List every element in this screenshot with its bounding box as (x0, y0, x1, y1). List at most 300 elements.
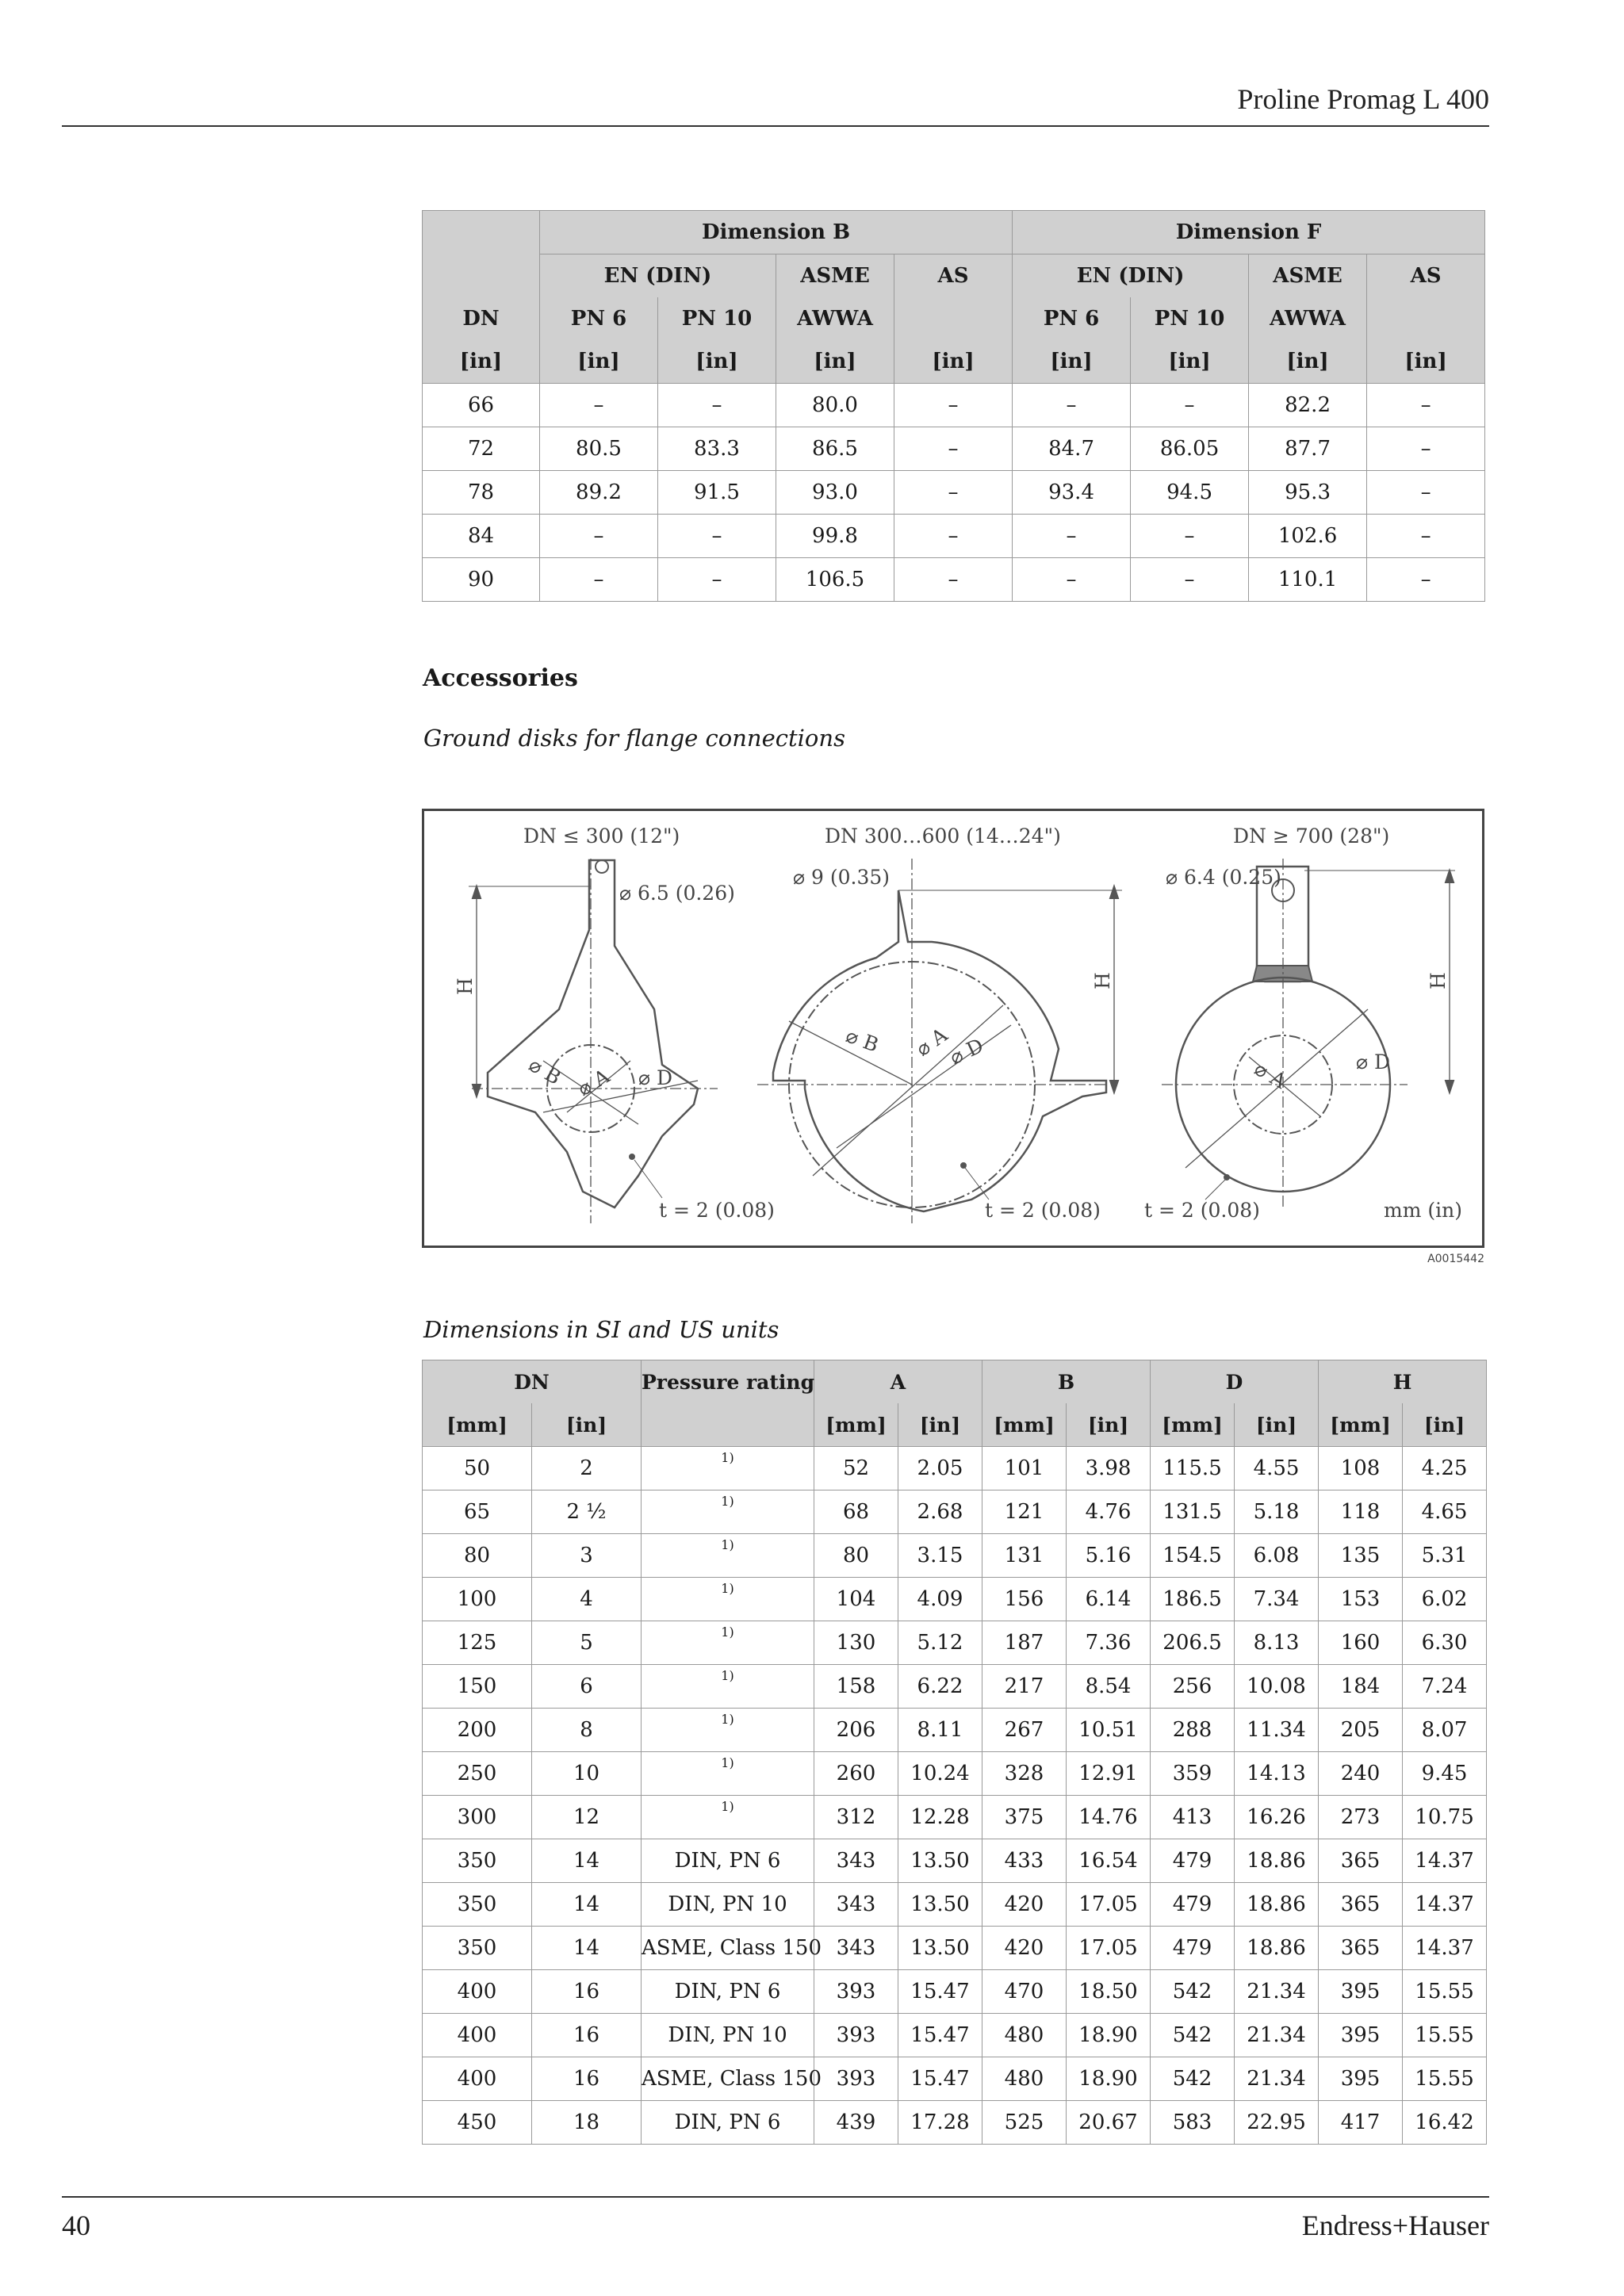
table-cell: 7.24 (1403, 1665, 1487, 1709)
table-cell: 400 (423, 2057, 532, 2101)
table-cell: 479 (1151, 1883, 1235, 1927)
table-cell: 16 (532, 2057, 642, 2101)
disk3-a-label: ⌀ A (1251, 1057, 1291, 1093)
table-cell: 350 (423, 1839, 532, 1883)
table-cell: 206.5 (1151, 1621, 1235, 1665)
table-cell: 4.65 (1403, 1490, 1487, 1534)
table-cell: – (894, 558, 1013, 602)
table-cell (642, 1447, 814, 1490)
disk1-a-label: ⌀ A (573, 1064, 614, 1101)
page-number: 40 (62, 2210, 90, 2241)
column-header-empty (894, 297, 1013, 340)
unit-header: [in] (532, 1403, 642, 1447)
column-header: PN 6 (1013, 297, 1131, 340)
table-cell: 4 (532, 1578, 642, 1621)
table-cell: 80.0 (776, 384, 894, 427)
table-cell: 4.76 (1067, 1490, 1151, 1534)
table-cell: 542 (1151, 2014, 1235, 2057)
table-cell: 15.55 (1403, 1970, 1487, 2014)
unit-header: [mm] (1151, 1403, 1235, 1447)
table-row (423, 1578, 1487, 1621)
table-cell: 21.34 (1235, 2014, 1319, 2057)
disk2-h-label: H (1091, 972, 1114, 989)
table-cell: 2.68 (898, 1490, 982, 1534)
table-cell: 393 (814, 2014, 898, 2057)
column-header: PN 6 (540, 297, 658, 340)
table-row (423, 1447, 1487, 1490)
table-cell: – (540, 384, 658, 427)
table-cell: 21.34 (1235, 2057, 1319, 2101)
unit-header: [in] (776, 340, 894, 384)
table-row (423, 1534, 1487, 1578)
table-cell: – (1367, 384, 1485, 427)
table-cell: 9.45 (1403, 1752, 1487, 1796)
ground-disk-large-shape (1162, 859, 1455, 1207)
table-cell: 6.02 (1403, 1578, 1487, 1621)
table-row (423, 384, 1485, 427)
table-cell: 480 (982, 2014, 1067, 2057)
table-caption: Dimensions in SI and US units (423, 1316, 779, 1343)
disk1-hole-label: ⌀ 6.5 (0.26) (619, 882, 735, 905)
table-cell: 154.5 (1151, 1534, 1235, 1578)
table-cell: – (894, 384, 1013, 427)
table-cell: DIN, PN 6 (642, 1839, 814, 1883)
column-header-empty (1367, 297, 1485, 340)
column-header-dn: DN (423, 297, 540, 340)
table-cell: 14.37 (1403, 1883, 1487, 1927)
table-cell: ASME, Class 150 (642, 1927, 814, 1970)
table-cell: 13.50 (898, 1839, 982, 1883)
table-row (423, 1970, 1487, 2014)
table-cell: – (1367, 471, 1485, 515)
table-cell: 3 (532, 1534, 642, 1578)
table-cell: 8 (532, 1709, 642, 1752)
table-cell: 260 (814, 1752, 898, 1796)
column-header: AWWA (1249, 297, 1367, 340)
table-cell: 273 (1319, 1796, 1403, 1839)
table-cell: 16.42 (1403, 2101, 1487, 2145)
table-cell: 365 (1319, 1927, 1403, 1970)
table-cell: 15.47 (898, 1970, 982, 2014)
table-cell: 131.5 (1151, 1490, 1235, 1534)
table-cell: 479 (1151, 1839, 1235, 1883)
unit-header: [mm] (423, 1403, 532, 1447)
table-cell: 110.1 (1249, 558, 1367, 602)
ground-disk-dimensions-table (422, 1360, 1487, 2145)
table-cell: 450 (423, 2101, 532, 2145)
table-row (423, 1752, 1487, 1796)
disk1-d-label: ⌀ D (638, 1066, 673, 1089)
table-cell: 66 (423, 384, 540, 427)
table-cell: 542 (1151, 1970, 1235, 2014)
table-cell: 4.09 (898, 1578, 982, 1621)
table-cell: 288 (1151, 1709, 1235, 1752)
table-cell: 4.55 (1235, 1447, 1319, 1490)
table-cell: 15.47 (898, 2057, 982, 2101)
table-cell: 93.0 (776, 471, 894, 515)
column-header: AWWA (776, 297, 894, 340)
table-cell (642, 1709, 814, 1752)
table-cell: 18.86 (1235, 1839, 1319, 1883)
table-cell: 10.75 (1403, 1796, 1487, 1839)
table-cell: 6.14 (1067, 1578, 1151, 1621)
table-cell: 7.36 (1067, 1621, 1151, 1665)
table-cell: 2 (532, 1447, 642, 1490)
table-cell: 78 (423, 471, 540, 515)
table-cell: 84 (423, 515, 540, 558)
table-row (423, 1839, 1487, 1883)
section-heading-accessories: Accessories (423, 664, 578, 692)
table-cell: – (658, 384, 776, 427)
table-cell: 2 ½ (532, 1490, 642, 1534)
table-cell: 17.05 (1067, 1927, 1151, 1970)
table-cell: 17.05 (1067, 1883, 1151, 1927)
footnote-marker: 1) (721, 1624, 734, 1640)
table-cell: 343 (814, 1927, 898, 1970)
table-cell: 433 (982, 1839, 1067, 1883)
table-cell: 393 (814, 1970, 898, 2014)
unit-header: [in] (423, 340, 540, 384)
table-row (423, 471, 1485, 515)
table-cell: – (1131, 515, 1249, 558)
table-cell: 89.2 (540, 471, 658, 515)
column-header-dn: DN (423, 1360, 642, 1404)
unit-header: [mm] (982, 1403, 1067, 1447)
table-cell: 14.76 (1067, 1796, 1151, 1839)
unit-header-empty (642, 1403, 814, 1447)
standard-header: AS (894, 254, 1013, 298)
unit-header: [in] (540, 340, 658, 384)
table-cell: 11.34 (1235, 1709, 1319, 1752)
table-cell: DIN, PN 10 (642, 2014, 814, 2057)
table-cell: 10 (532, 1752, 642, 1796)
table-cell: 205 (1319, 1709, 1403, 1752)
table-cell: – (1131, 384, 1249, 427)
column-header-pressure-rating: Pressure rating (642, 1360, 814, 1404)
table-cell: 106.5 (776, 558, 894, 602)
table-cell: 350 (423, 1927, 532, 1970)
table-cell: 417 (1319, 2101, 1403, 2145)
table-cell (642, 1665, 814, 1709)
table-cell: – (1367, 515, 1485, 558)
table-cell: 250 (423, 1752, 532, 1796)
table-cell: 267 (982, 1709, 1067, 1752)
table-cell: 108 (1319, 1447, 1403, 1490)
running-header-title: Proline Promag L 400 (1237, 83, 1489, 115)
table-cell (642, 1490, 814, 1534)
table-cell: 470 (982, 1970, 1067, 2014)
table-cell: 158 (814, 1665, 898, 1709)
table-row (423, 2101, 1487, 2145)
table-cell: 8.11 (898, 1709, 982, 1752)
table-cell (642, 1621, 814, 1665)
column-header: PN 10 (658, 297, 776, 340)
table-cell: 115.5 (1151, 1447, 1235, 1490)
table-cell: 86.05 (1131, 427, 1249, 471)
table-cell: 343 (814, 1839, 898, 1883)
standard-header: AS (1367, 254, 1485, 298)
table-cell: – (1367, 427, 1485, 471)
table-cell: 100 (423, 1578, 532, 1621)
table-cell: DIN, PN 6 (642, 2101, 814, 2145)
table-cell: 18 (532, 2101, 642, 2145)
table-row (423, 1490, 1487, 1534)
footer-rule (62, 2196, 1489, 2198)
disk1-h-label: H (454, 978, 477, 995)
footnote-marker: 1) (721, 1450, 734, 1465)
disk1-thickness-label: t = 2 (0.08) (659, 1199, 775, 1222)
table-cell: 156 (982, 1578, 1067, 1621)
standard-header: EN (DIN) (540, 254, 776, 298)
table-cell: 50 (423, 1447, 532, 1490)
table-cell: 542 (1151, 2057, 1235, 2101)
disk2-b-label: ⌀ B (842, 1024, 882, 1057)
table-cell: 86.5 (776, 427, 894, 471)
table-cell: 130 (814, 1621, 898, 1665)
disk3-thickness-label: t = 2 (0.08) (1144, 1199, 1260, 1222)
unit-header: [in] (1235, 1403, 1319, 1447)
table-cell: 240 (1319, 1752, 1403, 1796)
table-cell: 18.90 (1067, 2057, 1151, 2101)
column-header-d: D (1151, 1360, 1319, 1404)
table-cell: – (894, 515, 1013, 558)
table-cell: 80 (423, 1534, 532, 1578)
table-row (423, 427, 1485, 471)
standard-header: ASME (1249, 254, 1367, 298)
standard-header: EN (DIN) (1013, 254, 1249, 298)
table-row (423, 1796, 1487, 1839)
unit-header: [in] (1131, 340, 1249, 384)
table-cell: 15.55 (1403, 2014, 1487, 2057)
table-cell: 153 (1319, 1578, 1403, 1621)
column-header: PN 10 (1131, 297, 1249, 340)
table-cell: 6.30 (1403, 1621, 1487, 1665)
table-cell (642, 1578, 814, 1621)
table-cell: 4.25 (1403, 1447, 1487, 1490)
table-cell: 3.15 (898, 1534, 982, 1578)
unit-header: [mm] (1319, 1403, 1403, 1447)
table-cell: 14.13 (1235, 1752, 1319, 1796)
table-cell: 5 (532, 1621, 642, 1665)
table-cell: 14.37 (1403, 1927, 1487, 1970)
column-header-h: H (1319, 1360, 1487, 1404)
table-cell: 186.5 (1151, 1578, 1235, 1621)
table-cell: 21.34 (1235, 1970, 1319, 2014)
table-cell (642, 1534, 814, 1578)
column-header-b: B (982, 1360, 1151, 1404)
table-cell: 82.2 (1249, 384, 1367, 427)
unit-header: [in] (894, 340, 1013, 384)
table-cell: 395 (1319, 2057, 1403, 2101)
table-cell: 420 (982, 1883, 1067, 1927)
table-cell: 90 (423, 558, 540, 602)
table-cell: DIN, PN 10 (642, 1883, 814, 1927)
table-cell: 125 (423, 1621, 532, 1665)
footnote-marker: 1) (721, 1668, 734, 1683)
table-cell: 16 (532, 2014, 642, 2057)
table-cell: 14 (532, 1839, 642, 1883)
table-cell: – (658, 558, 776, 602)
table-cell: 121 (982, 1490, 1067, 1534)
header-empty (423, 211, 540, 254)
table-cell: 14 (532, 1927, 642, 1970)
table-cell: 12 (532, 1796, 642, 1839)
table-row (423, 515, 1485, 558)
table-cell: 5.31 (1403, 1534, 1487, 1578)
table-cell: 16.26 (1235, 1796, 1319, 1839)
table-cell: 184 (1319, 1665, 1403, 1709)
unit-header: [in] (1067, 1403, 1151, 1447)
table-cell: 395 (1319, 2014, 1403, 2057)
unit-header: [in] (1403, 1403, 1487, 1447)
table-cell: 400 (423, 2014, 532, 2057)
header-empty (423, 254, 540, 298)
table-cell: 375 (982, 1796, 1067, 1839)
table-cell: 12.28 (898, 1796, 982, 1839)
table-cell: 22.95 (1235, 2101, 1319, 2145)
table-cell: – (894, 471, 1013, 515)
table-cell: 18.90 (1067, 2014, 1151, 2057)
table-cell: 13.50 (898, 1927, 982, 1970)
table-cell: 400 (423, 1970, 532, 2014)
unit-header: [in] (658, 340, 776, 384)
dimension-b-f-table (422, 210, 1485, 602)
table-cell: 15.47 (898, 2014, 982, 2057)
table-cell: 365 (1319, 1883, 1403, 1927)
table-cell: 18.86 (1235, 1927, 1319, 1970)
table-cell: 135 (1319, 1534, 1403, 1578)
disk2-a-label: ⌀ A (911, 1023, 952, 1061)
table-cell: 87.7 (1249, 427, 1367, 471)
table-cell: 17.28 (898, 2101, 982, 2145)
footnote-marker: 1) (721, 1755, 734, 1770)
table-cell: – (1013, 558, 1131, 602)
table-cell: 131 (982, 1534, 1067, 1578)
table-cell: 83.3 (658, 427, 776, 471)
table-cell: 91.5 (658, 471, 776, 515)
table-cell: 217 (982, 1665, 1067, 1709)
table-cell: 160 (1319, 1621, 1403, 1665)
table-cell: 13.50 (898, 1883, 982, 1927)
table-cell: 20.67 (1067, 2101, 1151, 2145)
table-cell: – (894, 427, 1013, 471)
table-cell: 256 (1151, 1665, 1235, 1709)
table-cell: 5.18 (1235, 1490, 1319, 1534)
disk2-d-label: ⌀ D (946, 1033, 987, 1070)
unit-header: [in] (898, 1403, 982, 1447)
table-cell: 6.08 (1235, 1534, 1319, 1578)
table-cell: 95.3 (1249, 471, 1367, 515)
table-cell: 65 (423, 1490, 532, 1534)
figure-caption: Ground disks for flange connections (423, 725, 845, 752)
table-cell: 18.50 (1067, 1970, 1151, 2014)
unit-header: [in] (1013, 340, 1131, 384)
disk1-b-label: ⌀ B (525, 1053, 565, 1089)
table-row (423, 558, 1485, 602)
table-cell (642, 1752, 814, 1796)
table-cell: 150 (423, 1665, 532, 1709)
table-row (423, 2057, 1487, 2101)
table-cell: 479 (1151, 1927, 1235, 1970)
table-cell: 206 (814, 1709, 898, 1752)
table-cell: 16 (532, 1970, 642, 2014)
unit-header: [mm] (814, 1403, 898, 1447)
table-cell: 365 (1319, 1839, 1403, 1883)
units-label: mm (in) (1384, 1199, 1462, 1222)
table-cell: – (540, 558, 658, 602)
ground-disk-small-shape (469, 859, 718, 1223)
table-cell: 18.86 (1235, 1883, 1319, 1927)
disk3-hole-label: ⌀ 6.4 (0.25) (1166, 866, 1281, 889)
table-cell: ASME, Class 150 (642, 2057, 814, 2101)
table-cell: 10.24 (898, 1752, 982, 1796)
table-row (423, 1709, 1487, 1752)
table-cell: 393 (814, 2057, 898, 2101)
table-cell: 6.22 (898, 1665, 982, 1709)
disk3-dn-label: DN ≥ 700 (28") (1233, 825, 1390, 848)
column-header-a: A (814, 1360, 982, 1404)
table-cell: 439 (814, 2101, 898, 2145)
group-header-dimension-b: Dimension B (540, 211, 1013, 254)
table-cell: DIN, PN 6 (642, 1970, 814, 2014)
table-cell: – (1131, 558, 1249, 602)
table-cell: 413 (1151, 1796, 1235, 1839)
disk2-dn-label: DN 300…600 (14…24") (825, 825, 1061, 848)
table-cell: 359 (1151, 1752, 1235, 1796)
table-cell: 118 (1319, 1490, 1403, 1534)
footnote-marker: 1) (721, 1537, 734, 1552)
disk3-d-label: ⌀ D (1356, 1050, 1391, 1073)
group-header-dimension-f: Dimension F (1013, 211, 1485, 254)
table-cell: 12.91 (1067, 1752, 1151, 1796)
table-cell: 343 (814, 1883, 898, 1927)
unit-header: [in] (1367, 340, 1485, 384)
table-cell: 10.51 (1067, 1709, 1151, 1752)
ground-disk-drawing (422, 809, 1484, 1248)
table-cell: 94.5 (1131, 471, 1249, 515)
table-cell: 300 (423, 1796, 532, 1839)
table-cell: 68 (814, 1490, 898, 1534)
disk1-dn-label: DN ≤ 300 (12") (523, 825, 680, 848)
table-cell: 525 (982, 2101, 1067, 2145)
table-cell: 8.07 (1403, 1709, 1487, 1752)
table-cell: 200 (423, 1709, 532, 1752)
footer-brand: Endress+Hauser (1301, 2210, 1489, 2241)
table-cell: 395 (1319, 1970, 1403, 2014)
table-row (423, 2014, 1487, 2057)
table-cell: – (1013, 384, 1131, 427)
table-cell: 102.6 (1249, 515, 1367, 558)
table-cell: 480 (982, 2057, 1067, 2101)
table-cell: 8.54 (1067, 1665, 1151, 1709)
standard-header: ASME (776, 254, 894, 298)
table-cell: 187 (982, 1621, 1067, 1665)
table-cell: 52 (814, 1447, 898, 1490)
header-rule (62, 125, 1489, 127)
table-cell: 5.12 (898, 1621, 982, 1665)
table-cell: 93.4 (1013, 471, 1131, 515)
table-cell: 328 (982, 1752, 1067, 1796)
table-cell: 14.37 (1403, 1839, 1487, 1883)
table-cell: 101 (982, 1447, 1067, 1490)
table-cell: 583 (1151, 2101, 1235, 2145)
table-cell: 16.54 (1067, 1839, 1151, 1883)
table-cell: 6 (532, 1665, 642, 1709)
table-cell: 3.98 (1067, 1447, 1151, 1490)
table-cell: 99.8 (776, 515, 894, 558)
table-cell: 420 (982, 1927, 1067, 1970)
table-cell: 104 (814, 1578, 898, 1621)
